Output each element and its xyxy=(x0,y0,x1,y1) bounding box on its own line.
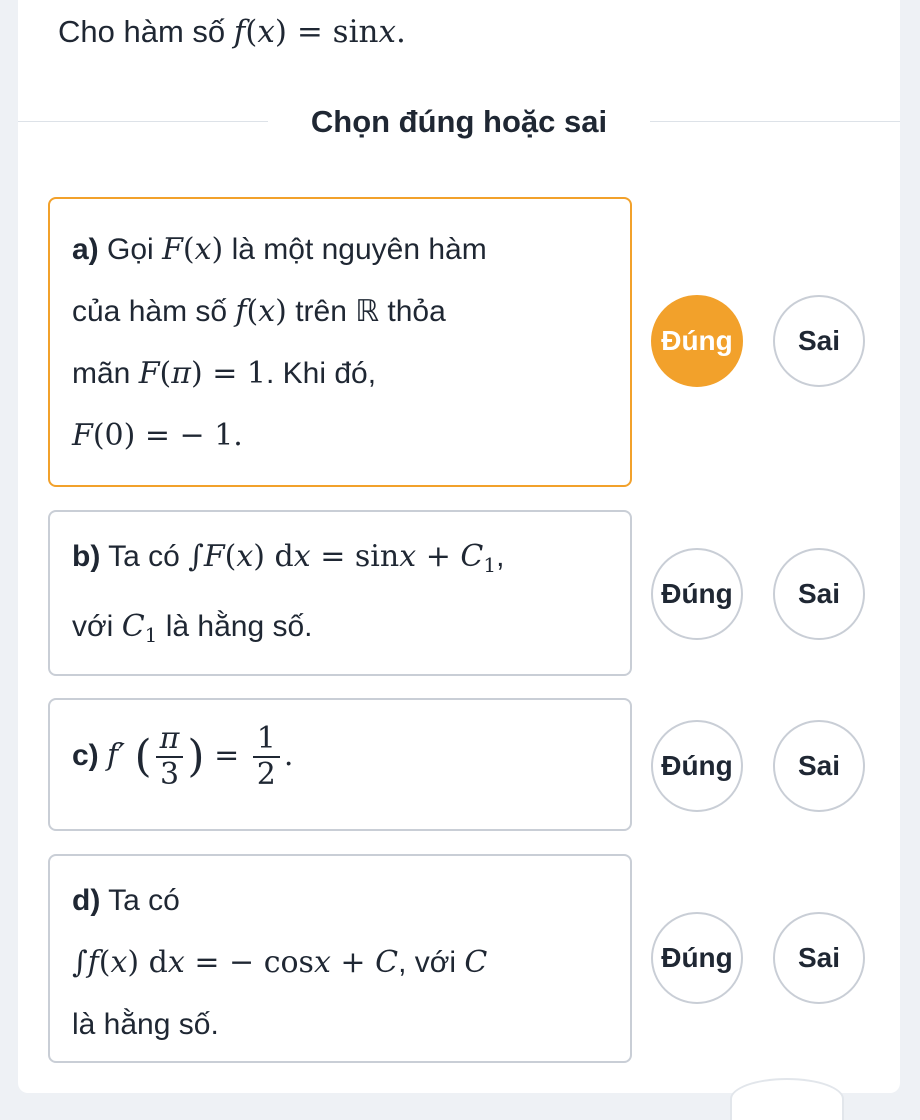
statement-c xyxy=(48,698,632,831)
statement-b-false-button[interactable]: Sai xyxy=(773,548,865,640)
statement-c-false-button[interactable]: Sai xyxy=(773,720,865,812)
statement-d-text: Ta có ∫f(x) dx = − cosx + C, với C là hằng số. xyxy=(72,884,488,1041)
question-prompt xyxy=(58,8,406,56)
statement-b-true-button[interactable]: Đúng xyxy=(651,548,743,640)
statement-c-text: f′ ( $\frac{\pi}{3}$ ) = $\frac{1}{2}$ . xyxy=(107,721,294,792)
statement-d xyxy=(48,854,632,1063)
prompt-formula: f(x) = sinx. xyxy=(233,14,406,50)
statement-a-true-button[interactable]: Đúng xyxy=(651,295,743,387)
statement-a-text: Gọi F(x) là một nguyên hàm của hàm số f(x) trên ℝ thỏa mãn F(π) = 1. Khi đó, F(0) = − 1. xyxy=(72,232,487,453)
statement-b-label: b) xyxy=(72,540,101,573)
divider-left xyxy=(18,121,268,122)
section-title: Chọn đúng hoặc sai xyxy=(310,104,608,139)
bottom-tab-handle[interactable] xyxy=(730,1078,844,1120)
statement-d-false-button[interactable]: Sai xyxy=(773,912,865,1004)
statement-b xyxy=(48,510,632,676)
divider-right xyxy=(650,121,900,122)
statement-d-true-button[interactable]: Đúng xyxy=(651,912,743,1004)
statement-a-label: a) xyxy=(72,233,99,266)
statement-c-true-button[interactable]: Đúng xyxy=(651,720,743,812)
statement-d-label: d) xyxy=(72,884,101,917)
prompt-text: Cho hàm số xyxy=(58,14,226,49)
statement-b-text: Ta có ∫F(x) dx = $\sin x + C_1$, với $C_1$ là hằng số. xyxy=(72,539,505,647)
statement-a xyxy=(48,197,632,487)
statement-c-label: c) xyxy=(72,739,99,772)
statement-a-false-button[interactable]: Sai xyxy=(773,295,865,387)
